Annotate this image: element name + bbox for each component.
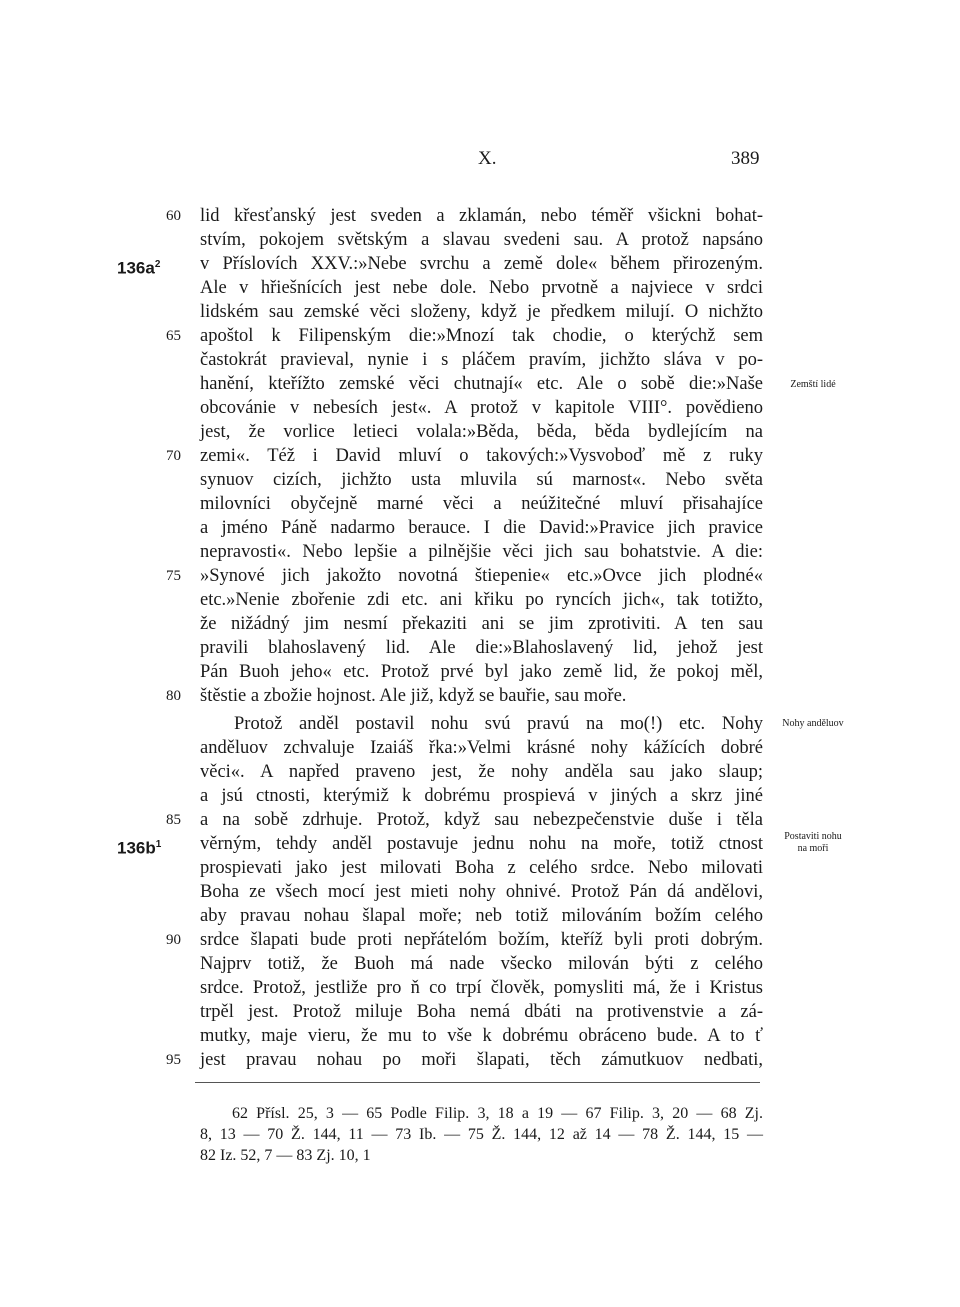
- line-number: 65: [166, 328, 181, 344]
- marginal-note: na moři: [797, 843, 829, 854]
- text-line: že nižádný jim nesmí překaziti ani se jim zprotiviti. A ten sau: [200, 614, 763, 634]
- text-line: synuov cizích, jichžto usta mluvila sú marnost«. Nebo světa: [200, 470, 763, 490]
- folio-text: 136a: [117, 258, 155, 278]
- text-line: etc.»Nenie zbořenie zdi etc. ani křiku po ryncích jich«, tak totižto,: [200, 590, 763, 610]
- marginal-note: Nohy anděluov: [782, 718, 844, 729]
- text-line: milovníci obyčejně marné věci a neúžitečné mluví přisahajíce: [200, 494, 763, 514]
- text-line: Ale v hřiešnících jest nebe dole. Nebo prvotně a najviece v srdci: [200, 278, 763, 298]
- text-line: hanění, kteřížto zemské věci chutnají« etc. Ale o sobě die:»Naše: [200, 374, 763, 394]
- text-line: prospievati jako jest milovati Boha z celého srdce. Nebo milovati: [200, 858, 763, 878]
- text-line: Protož anděl postavil nohu svú pravú na mo(!) etc. Nohy: [234, 714, 763, 734]
- text-line: srdce šlapati bude proti nepřátelóm božím, kteříž byli proti dobrým.: [200, 930, 763, 950]
- text-line: častokrát pravieval, nynie i s pláčem pravím, jichžto sláva v po-: [200, 350, 763, 370]
- text-line: jest, že vorlice letieci volala:»Běda, běda, běda bydlejícím na: [200, 422, 763, 442]
- line-number: 90: [166, 932, 181, 948]
- text-line: a jméno Páně nadarmo berauce. I die David:»Pravice jich pravice: [200, 518, 763, 538]
- page-header: [0, 148, 960, 178]
- line-number: 85: [166, 812, 181, 828]
- text-line: Najprv totiž, že Buoh má nade všecko milován býti z celého: [200, 954, 763, 974]
- line-number: 70: [166, 448, 181, 464]
- running-head: X.: [478, 148, 497, 169]
- marginal-note: Postaviti nohu: [784, 831, 842, 842]
- text-line: pravili blahoslavený lid. Ale die:»Blahoslavený lid, jehož jest: [200, 638, 763, 658]
- footnote-line: 82 Iz. 52, 7 — 83 Zj. 10, 1: [200, 1147, 371, 1164]
- text-line: a jsú ctnosti, kterýmiž k dobrému prospievá v jiných a skrz jiné: [200, 786, 763, 806]
- footnote-rule: [195, 1082, 760, 1083]
- text-line: věrným, tehdy anděl postavuje jednu nohu na moře, totiž ctnost: [200, 834, 763, 854]
- text-line: zemi«. Též i David mluví o takových:»Vysvoboď mě z ruky: [200, 446, 763, 466]
- text-line: obcovánie v nebesích jest«. A protož v kapitole VIII°. povědieno: [200, 398, 763, 418]
- text-line: Boha ze všech mocí jest mieti nohy ohnivé. Protož Pán dá andělovi,: [200, 882, 763, 902]
- text-line: srdce. Protož, jestliže pro ň co trpí člověk, pomysliti má, že i Kristus: [200, 978, 763, 998]
- folio-text: 136b: [117, 838, 156, 858]
- text-line: v Příslovích XXV.:»Nebe svrchu a země dole« během přirozeným.: [200, 254, 763, 274]
- text-line: aby pravau nohau šlapal moře; neb totiž milováním božím celého: [200, 906, 763, 926]
- text-line: štěstie a zbožie hojnost. Ale již, když se bauřie, sau moře.: [200, 686, 627, 706]
- text-line: a na sobě zdrhuje. Protož, když sau nebezpečenstvie duše i těla: [200, 810, 763, 830]
- text-line: »Synové jich jakožto novotná štiepenie« etc.»Ovce jich plodné«: [200, 566, 763, 586]
- text-line: lidském sau zemské věci složeny, když je předkem milují. O nichžto: [200, 302, 763, 322]
- folio-sup: 1: [155, 839, 162, 850]
- line-number: 95: [166, 1052, 181, 1068]
- text-line: nepravosti«. Nebo lepšie a pilnějšie věci jich sau bohatstvie. A die:: [200, 542, 763, 562]
- text-line: jest pravau nohau po moři šlapati, těch zámutkuov nedbati,: [200, 1050, 763, 1070]
- text-line: lid křesťanský jest sveden a zklamán, nebo téměř všickni bohat-: [200, 206, 763, 226]
- line-number: 80: [166, 688, 181, 704]
- footnote-line: 62 Přísl. 25, 3 — 65 Podle Filip. 3, 18 a 19 — 67 Filip. 3, 20 — 68 Zj.: [232, 1105, 763, 1122]
- text-line: věci«. A napřed praveno jest, že nohy anděla sau jako slaup;: [200, 762, 763, 782]
- text-line: apoštol k Filipenským die:»Mnozí tak chodie, o kterýchž sem: [200, 326, 763, 346]
- marginal-note: Zemští lidé: [790, 379, 836, 390]
- line-number: 75: [166, 568, 181, 584]
- text-line: stvím, pokojem světským a slavau svedeni sau. A protož napsáno: [200, 230, 763, 250]
- text-line: anděluov zchvaluje Izaiáš řka:»Velmi krásné nohy kážících dobré: [200, 738, 763, 758]
- line-number: 60: [166, 208, 181, 224]
- text-line: mutky, maje vieru, že mu to vše k dobrému obráceno bude. A to ť: [200, 1026, 763, 1046]
- folio-marker: [117, 833, 161, 860]
- page-number: 389: [731, 148, 760, 169]
- footnote-line: 8, 13 — 70 Ž. 144, 11 — 73 Ib. — 75 Ž. 144, 12 až 14 — 78 Ž. 144, 15 —: [200, 1126, 763, 1143]
- folio-sup: 2: [154, 259, 161, 270]
- text-line: trpěl jest. Protož miluje Boha nemá dbáti na protivenstvie a zá-: [200, 1002, 763, 1022]
- text-line: Pán Buoh jeho« etc. Protož prvé byl jako země lid, že pokoj měl,: [200, 662, 763, 682]
- folio-marker: [117, 253, 160, 280]
